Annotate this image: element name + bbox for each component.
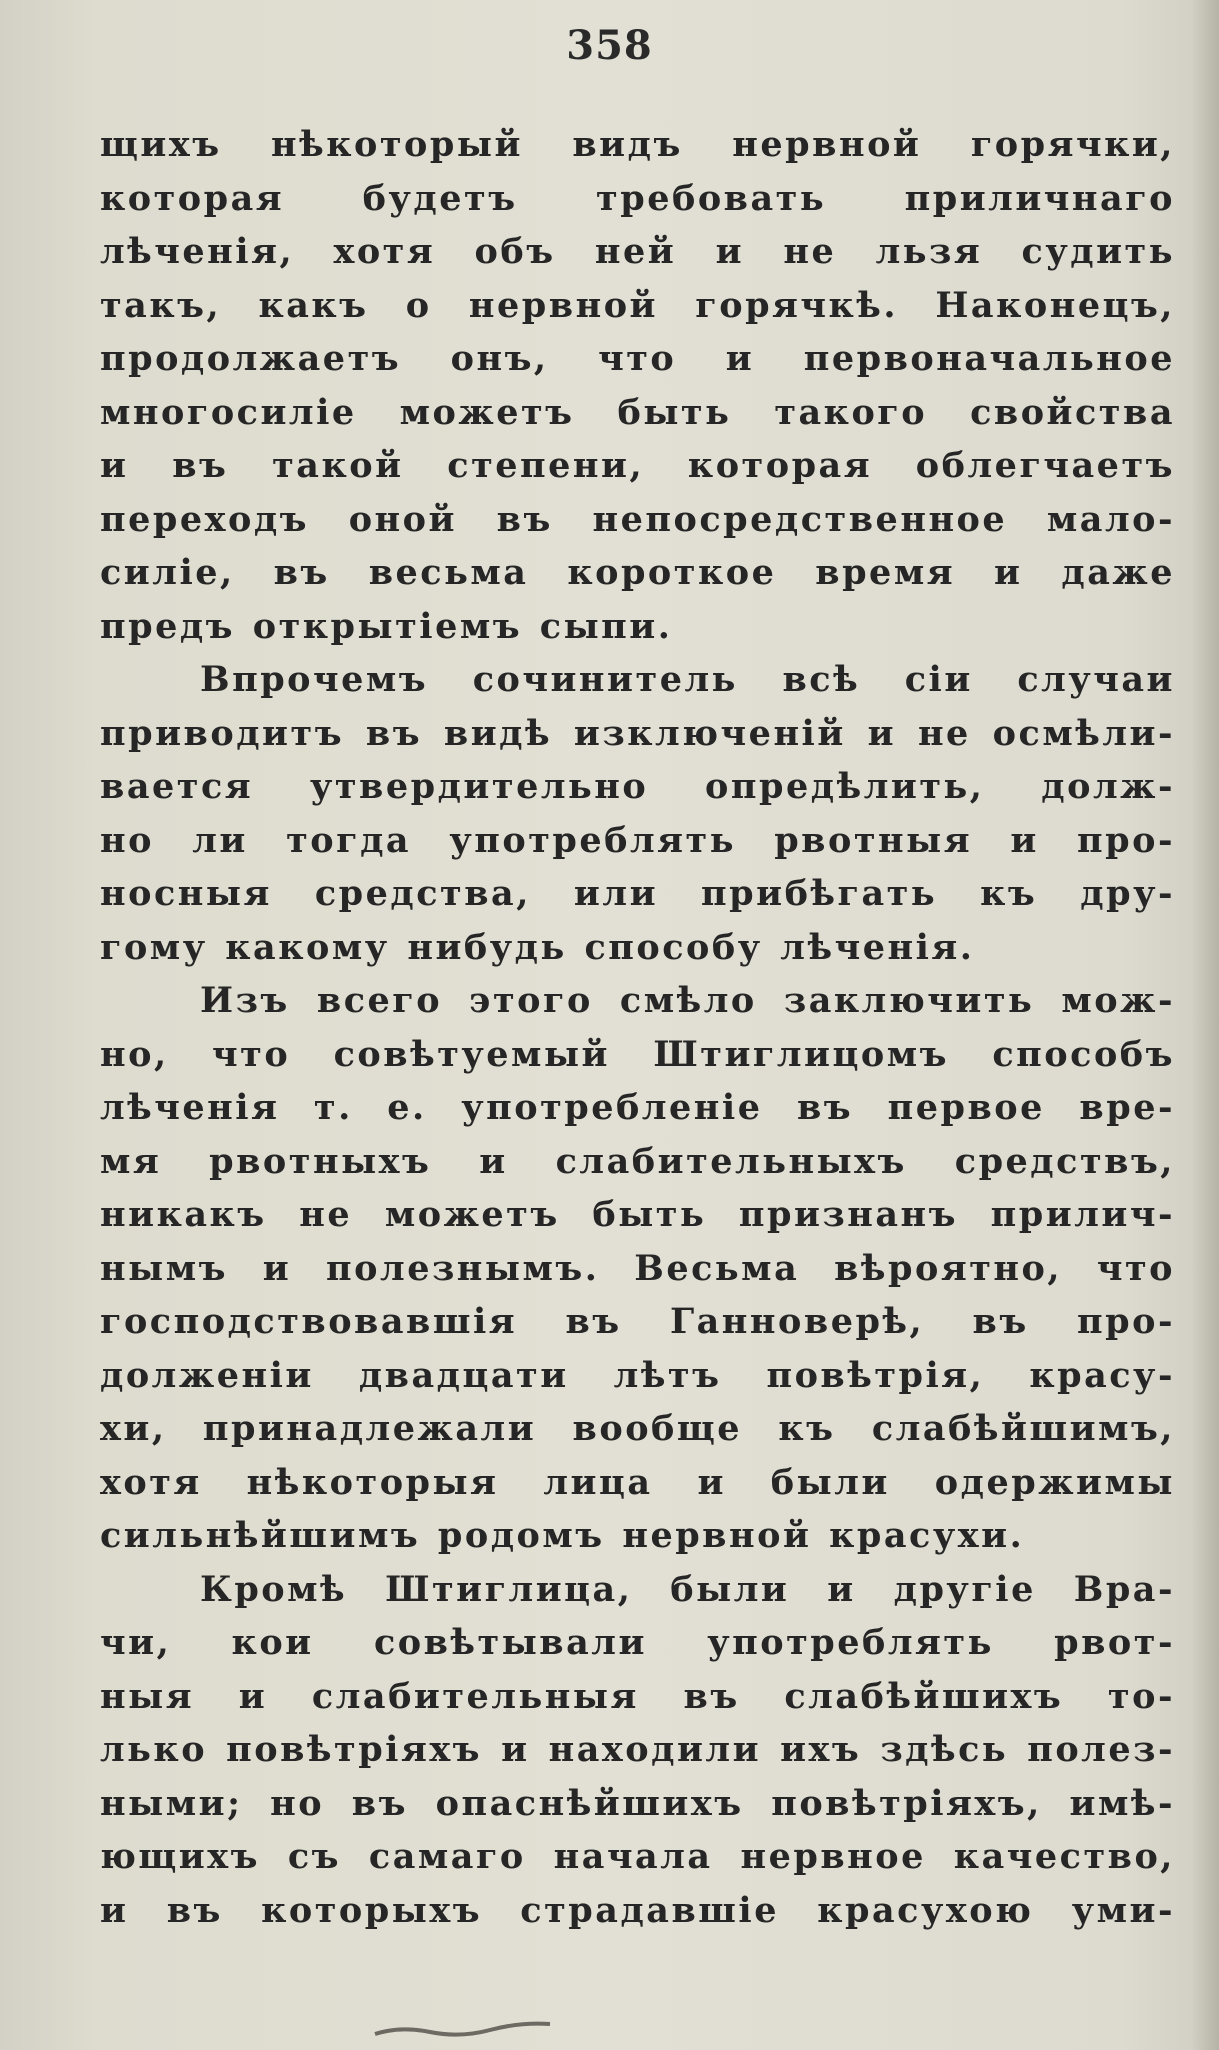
text-line: лѣченія т. е. употребленіе въ первое вре-: [100, 1087, 1175, 1128]
text-line: никакъ не можетъ быть признанъ прилич-: [100, 1194, 1175, 1235]
text-line: нымъ и полезнымъ. Весьма вѣроятно, что: [100, 1247, 1175, 1289]
text-line: такъ, какъ о нервной горячкѣ. Наконецъ,: [100, 284, 1175, 326]
text-line: но, что совѣтуемый Штиглицомъ способъ: [100, 1033, 1175, 1075]
text-line: лѣченія, хотя объ ней и не льзя судить: [100, 231, 1175, 272]
text-line: вается утвердительно опредѣлить, долж-: [100, 766, 1175, 807]
text-line: Изъ всего этого смѣло заключить мож-: [200, 980, 1175, 1021]
text-line: хи, принадлежали вообще къ слабѣйшимъ,: [100, 1408, 1175, 1449]
text-line: предъ открытіемъ сыпи.: [100, 605, 673, 647]
text-line: господствовавшія въ Ганноверѣ, въ про-: [100, 1301, 1175, 1342]
text-line: мя рвотныхъ и слабительныхъ средствъ,: [100, 1140, 1175, 1182]
text-line: но ли тогда употреблять рвотныя и про-: [100, 819, 1175, 861]
text-line: ными; но въ опаснѣйшихъ повѣтріяхъ, имѣ-: [100, 1782, 1175, 1824]
text-line: и въ которыхъ страдавшіе красухою уми-: [100, 1889, 1175, 1931]
text-line: продолжаетъ онъ, что и первоначальное: [100, 338, 1175, 379]
text-line: носныя средства, или прибѣгать къ дру-: [100, 873, 1175, 914]
text-line: Впрочемъ сочинитель всѣ сіи случаи: [200, 659, 1175, 700]
text-line: силіе, въ весьма короткое время и даже: [100, 552, 1175, 593]
binding-shadow: [1191, 0, 1219, 2050]
text-line: сильнѣйшимъ родомъ нервной красухи.: [100, 1515, 1025, 1556]
text-line: гому какому нибудь способу лѣченія.: [100, 926, 975, 968]
text-line: переходъ оной въ непосредственное мало-: [100, 498, 1175, 540]
text-line: и въ такой степени, которая облегчаетъ: [100, 445, 1175, 486]
text-line: ныя и слабительныя въ слабѣйшихъ то-: [100, 1675, 1175, 1717]
text-line: приводитъ въ видѣ изключеній и не осмѣли-: [100, 712, 1175, 754]
page-number: 358: [566, 22, 653, 69]
text-line: ющихъ съ самаго начала нервное качество,: [100, 1836, 1175, 1877]
text-line: лько повѣтріяхъ и находили ихъ здѣсь полез-: [100, 1729, 1175, 1770]
text-line: щихъ нѣкоторый видъ нервной горячки,: [100, 124, 1175, 165]
text-line: чи, кои совѣтывали употреблять рвот-: [100, 1622, 1175, 1663]
text-line: долженіи двадцати лѣтъ повѣтрія, красу-: [100, 1354, 1175, 1396]
ink-smudge: [370, 2012, 600, 2042]
text-line: Кромѣ Штиглица, были и другіе Вра-: [200, 1568, 1175, 1610]
text-line: многосиліе можетъ быть такого свойства: [100, 391, 1175, 433]
text-line: хотя нѣкоторыя лица и были одержимы: [100, 1461, 1175, 1503]
text-line: которая будетъ требовать приличнаго: [100, 177, 1175, 219]
body-text: [100, 118, 1175, 1937]
